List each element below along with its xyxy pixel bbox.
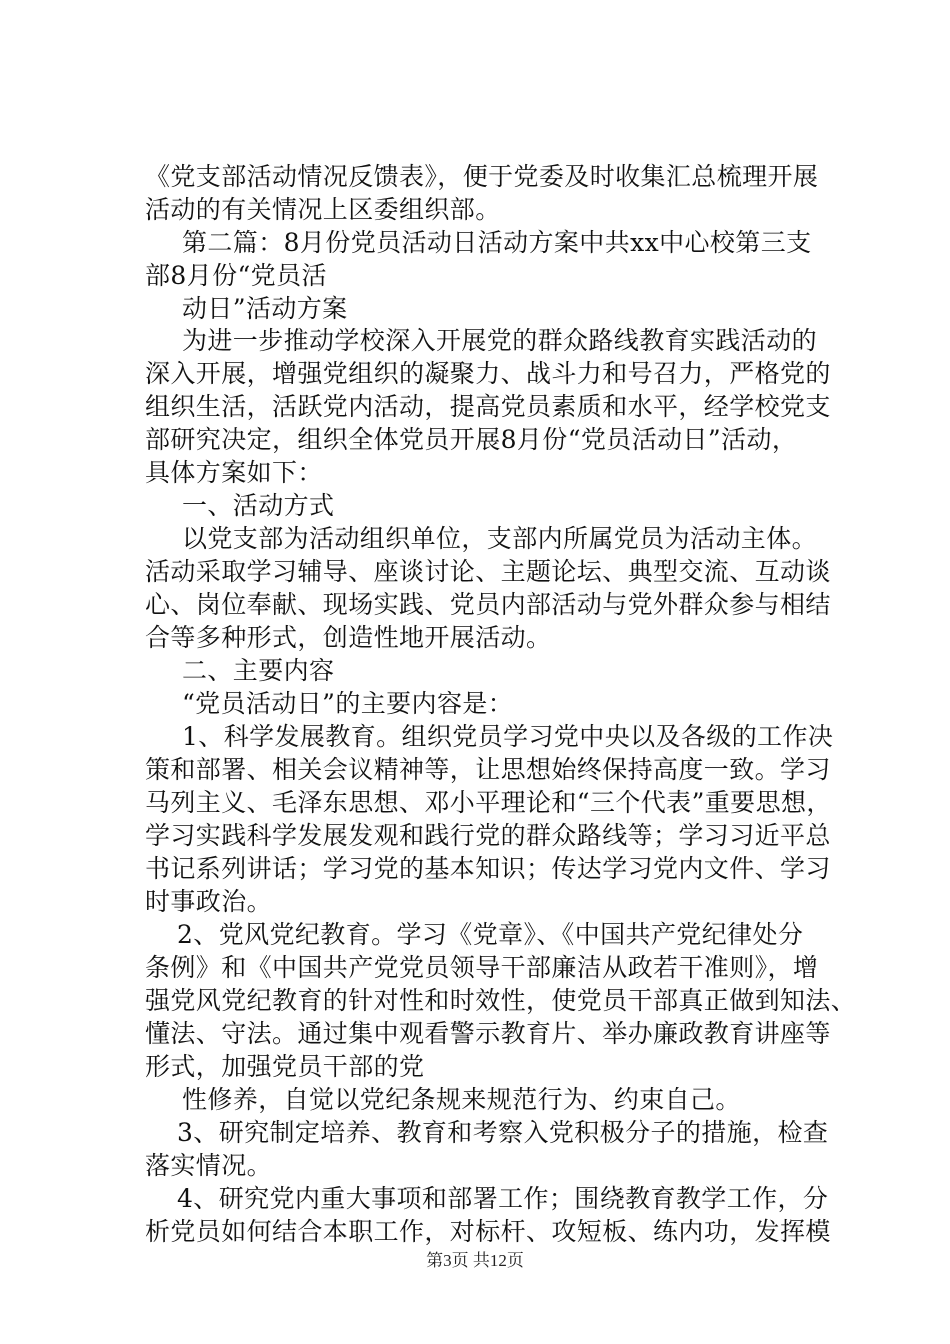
- text-line: 马列主义、毛泽东思想、邓小平理论和“三个代表”重要思想，: [145, 788, 832, 817]
- text-line: 形式，加强党员干部的党: [145, 1052, 425, 1081]
- text-line: 落实情况。: [145, 1151, 273, 1180]
- text-line: 心、岗位奉献、现场实践、党员内部活动与党外群众参与相结: [145, 590, 831, 619]
- section-heading: 一、活动方式: [182, 491, 335, 520]
- text-line: 条例》和《中国共产党党员领导干部廉洁从政若干准则》，增: [145, 953, 819, 982]
- section-heading: 部8月份“党员活: [145, 261, 327, 290]
- text-line: 书记系列讲话；学习党的基本知识；传达学习党内文件、学习: [145, 854, 831, 883]
- section-heading: 二、主要内容: [182, 656, 335, 685]
- text-line: 策和部署、相关会议精神等，让思想始终保持高度一致。学习: [145, 755, 831, 784]
- text-line: 以党支部为活动组织单位，支部内所属党员为活动主体。: [182, 524, 818, 553]
- text-line: 组织生活，活跃党内活动，提高党员素质和水平，经学校党支: [145, 392, 831, 421]
- section-heading: 动日”活动方案: [182, 294, 348, 323]
- text-line: 4、研究党内重大事项和部署工作；围绕教育教学工作，分: [177, 1184, 829, 1213]
- text-line: 深入开展，增强党组织的凝聚力、战斗力和号召力，严格党的: [145, 359, 831, 388]
- text-line: 活动采取学习辅导、座谈讨论、主题论坛、典型交流、互动谈: [145, 557, 831, 586]
- text-line: 部研究决定，组织全体党员开展8月份“党员活动日”活动，: [145, 425, 798, 454]
- text-line: 活动的有关情况上区委组织部。: [145, 195, 501, 224]
- text-line: “党员活动日”的主要内容是：: [182, 689, 514, 718]
- text-line: 1、科学发展教育。组织党员学习党中央以及各级的工作决: [182, 722, 834, 751]
- text-line: 析党员如何结合本职工作，对标杆、攻短板、练内功，发挥模: [145, 1217, 831, 1246]
- text-line: 性修养，自觉以党纪条规来规范行为、约束自己。: [182, 1085, 741, 1114]
- text-line: 懂法、守法。通过集中观看警示教育片、举办廉政教育讲座等: [145, 1019, 831, 1048]
- text-line: 《党支部活动情况反馈表》，便于党委及时收集汇总梳理开展: [145, 162, 819, 191]
- text-line: 时事政治。: [145, 887, 273, 916]
- text-line: 学习实践科学发展发观和践行党的群众路线等；学习习近平总: [145, 821, 831, 850]
- text-line: 为进一步推动学校深入开展党的群众路线教育实践活动的: [182, 326, 818, 355]
- text-line: 具体方案如下：: [145, 458, 323, 487]
- page-number-label: 第3页 共12页: [426, 1251, 524, 1270]
- text-line: 强党风党纪教育的针对性和时效性，使党员干部真正做到知法、: [145, 986, 857, 1015]
- text-line: 合等多种形式，创造性地开展活动。: [145, 623, 552, 652]
- text-line: 2、党风党纪教育。学习《党章》、《中国共产党纪律处分: [177, 920, 804, 949]
- section-heading: 第二篇：8月份党员活动日活动方案中共xx中心校第三支: [182, 228, 812, 257]
- page-footer: [0, 1246, 950, 1271]
- text-line: 3、研究制定培养、教育和考察入党积极分子的措施，检查: [177, 1118, 829, 1147]
